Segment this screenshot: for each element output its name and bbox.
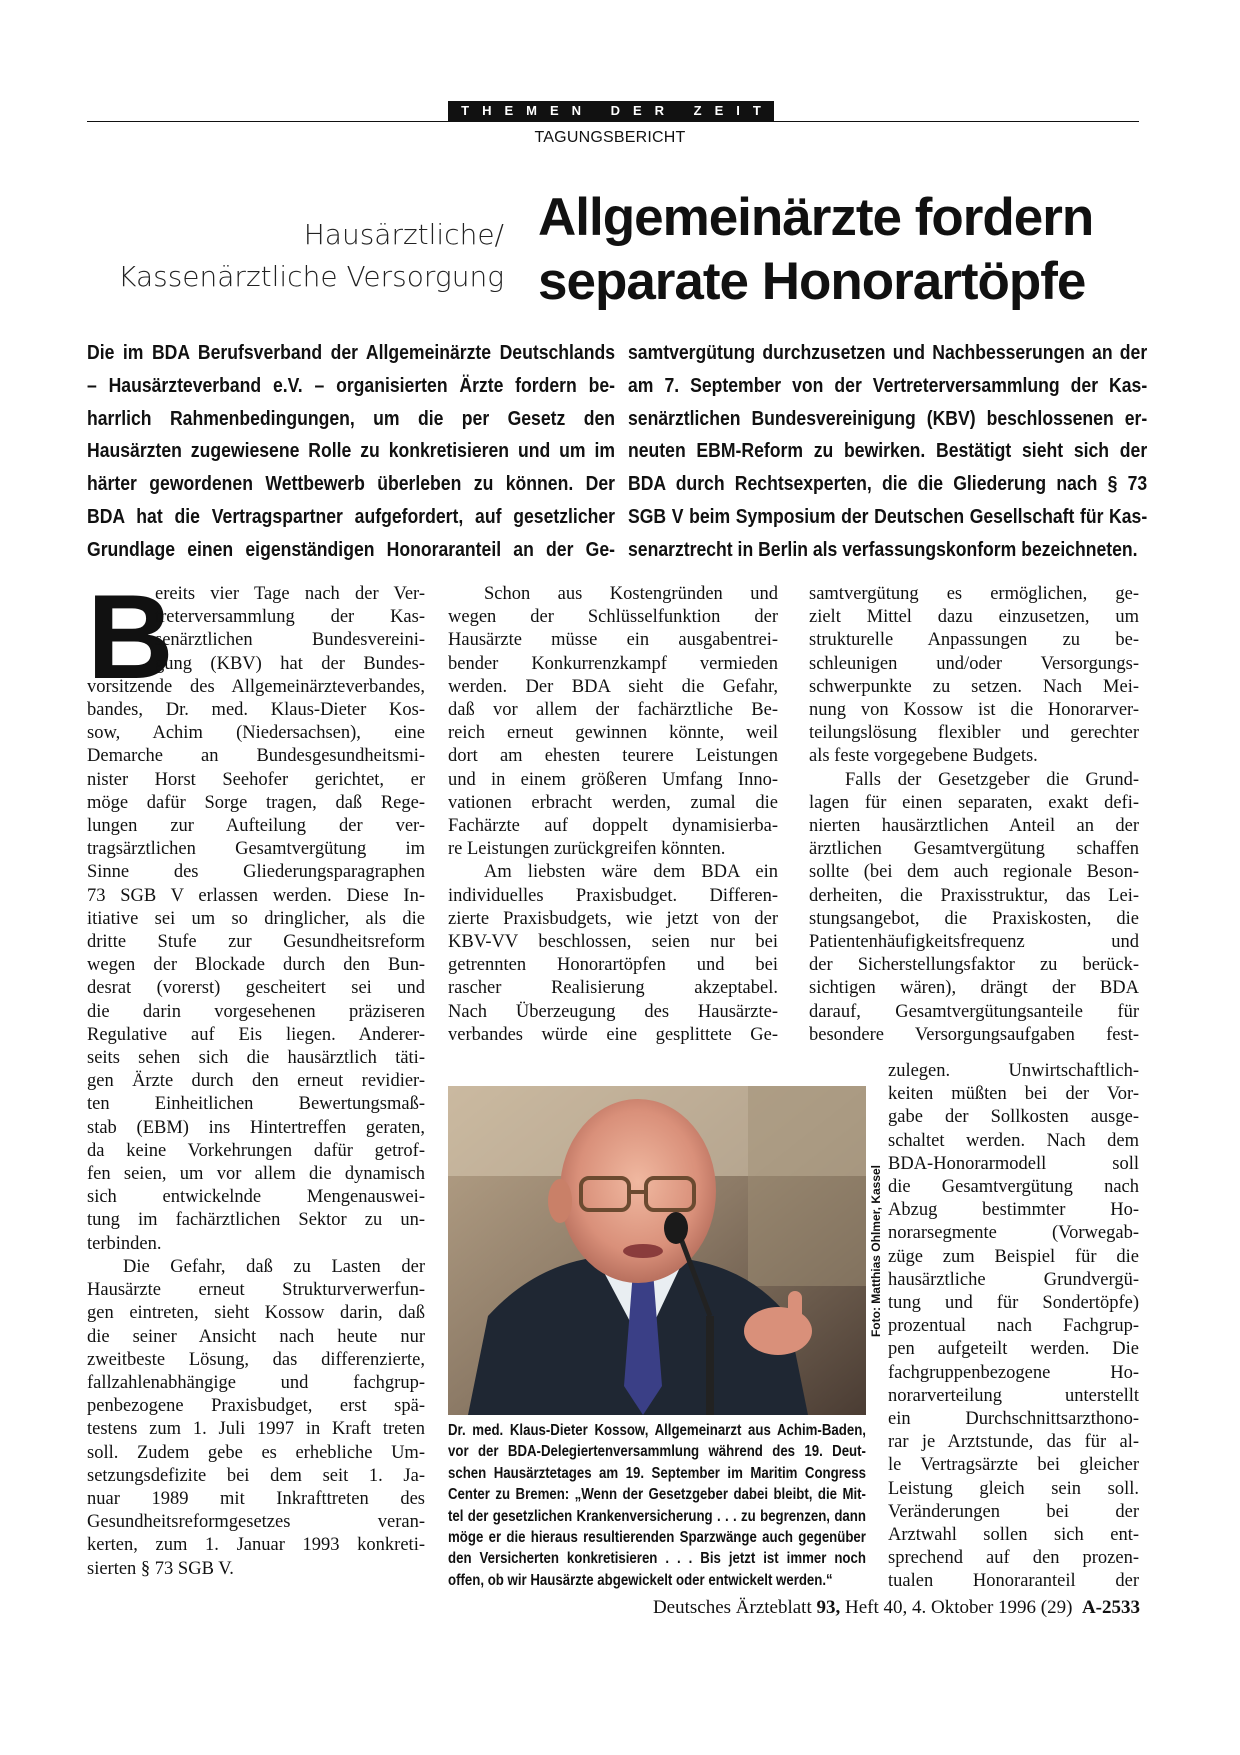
lead-paragraph-right	[628, 337, 1147, 567]
text-line: soll. Zudem gebe es erhebliche Um-	[87, 1442, 425, 1463]
text-line: Hausärzte erneut Strukturverwerfun-	[87, 1280, 425, 1301]
text-line: die darin vorgesehenen präziseren	[87, 1001, 425, 1022]
text-line: terbinden.	[87, 1233, 162, 1254]
text-line: norarsegmente (Vorwegab-	[888, 1223, 1139, 1244]
lead-line: senärztlichen Bundesvereinigung (KBV) beschlossenen er-	[628, 407, 1148, 430]
photo-credit-text: Foto: Matthias Ohlmer, Kassel	[869, 1164, 883, 1337]
text-line: sierten § 73 SGB V.	[87, 1558, 234, 1579]
text-line: re Leistungen zurückgreifen könnten.	[448, 839, 726, 860]
photo-kossow	[448, 1086, 866, 1415]
text-line: als feste vorgegebene Budgets.	[809, 746, 1038, 767]
text-line: Leistung gleich sein soll.	[888, 1478, 1139, 1499]
text-line: die Gesamtvergütung nach	[888, 1177, 1139, 1198]
section-rubric: THEMEN DER ZEIT	[448, 101, 774, 121]
text-line: lagen für einen separaten, exakt defi-	[809, 792, 1139, 813]
text-line: stungsangebot, die Praxiskosten, die	[809, 908, 1139, 929]
text-line: Gesundheitsreformgesetzes veran-	[87, 1512, 425, 1533]
header-rule	[87, 121, 1139, 122]
text-line: daß vor allem der fachärztliche Be-	[448, 700, 778, 721]
text-line: werden. Der BDA sieht die Gefahr,	[448, 676, 778, 697]
text-line: verbandes würde eine gesplittete Ge-	[448, 1024, 778, 1045]
text-line: Falls der Gesetzgeber die Grund-	[845, 769, 1139, 790]
text-line: BDA-Honorarmodell soll	[888, 1153, 1139, 1174]
journal-volume: 93,	[816, 1597, 841, 1618]
text-line: sprechend auf den prozen-	[888, 1548, 1139, 1569]
text-line: keiten müßten bei der Vor-	[888, 1084, 1139, 1105]
text-line: getrennten Honorartöpfen und bei	[448, 955, 778, 976]
text-line: nierten hausärztlichen Anteil an der	[809, 816, 1139, 837]
article-subtitle	[88, 214, 504, 298]
text-line: bandes, Dr. med. Klaus-Dieter Kos-	[87, 700, 425, 721]
text-line: Dr. med. Klaus-Dieter Kossow, Allgemeinarzt aus Achim-Baden,	[448, 1422, 866, 1439]
drop-cap-lines	[87, 583, 425, 676]
text-line: tung im fachärztlichen Sektor zu un-	[87, 1210, 425, 1231]
text-line: prozentual nach Fachgrup-	[888, 1316, 1139, 1337]
lead-line: Hausärzten zugewiesene Rolle zu konkretisieren und um im	[87, 440, 615, 463]
lead-line: – Hausärzteverband e.V. – organisierten Ärzte fordern be-	[87, 374, 615, 397]
text-line: tel der gesetzlichen Krankenversicherung . . . zu begrenzen, dann	[448, 1507, 866, 1525]
headline-line: separate Honorartöpfe	[538, 252, 1086, 311]
text-line: Center zu Bremen: „Wenn der Gesetzgeber dabei bleibt, die Mit-	[448, 1486, 866, 1504]
text-line: schaltet werden. Nach dem	[888, 1130, 1139, 1151]
body-column-3-narrow	[888, 1060, 1139, 1594]
text-line: nung von Kossow ist die Honorarver-	[809, 700, 1139, 721]
text-line: norarverteilung unterstellt	[888, 1385, 1139, 1406]
text-line: Am liebsten wäre dem BDA ein	[484, 862, 778, 883]
text-line: 73 SGB V erlassen werden. Diese In-	[87, 885, 425, 906]
text-line: gabe der Sollkosten ausge-	[888, 1107, 1139, 1128]
body-column-2	[448, 583, 778, 1047]
photo-caption	[448, 1420, 866, 1591]
text-line: individuelles Praxisbudget. Differen-	[448, 885, 778, 906]
text-line: zielt Mittel dazu einzusetzen, um	[809, 607, 1139, 628]
text-line: bender Konkurrenzkampf vermieden	[448, 653, 778, 674]
text-line: zulegen. Unwirtschaftlich-	[888, 1061, 1139, 1081]
text-line: penbezogene Praxisbudget, erst spä-	[87, 1396, 425, 1417]
page-footer	[600, 1597, 1140, 1619]
text-line: vor der BDA-Delegiertenversammlung während des 19. Deut-	[448, 1443, 866, 1461]
text-line: testens zum 1. Juli 1997 in Kraft treten	[87, 1419, 425, 1440]
subtitle-line: Kassenärztliche Versorgung	[118, 260, 504, 293]
text-line: Schon aus Kostengründen und	[484, 584, 778, 604]
text-line: züge zum Beispiel für die	[888, 1246, 1139, 1267]
text-line: möge er die hieraus resultierenden Sparzwänge auch gegenüber	[448, 1529, 866, 1547]
text-line: gen eintreten, sieht Kossow darin, daß	[87, 1303, 425, 1324]
text-line: Veränderungen bei der	[888, 1501, 1139, 1522]
text-line: schleunigen und/oder Versorgungs-	[809, 653, 1139, 674]
text-line: Abzug bestimmter Ho-	[888, 1200, 1139, 1221]
text-line: schwerpunkte zu setzen. Nach Mei-	[809, 676, 1139, 697]
text-line: darauf, Gesamtvergütungsanteile für	[809, 1001, 1139, 1022]
lead-line: härter gewordenen Wettbewerb überleben zu können. Der	[87, 473, 615, 496]
text-line: tragsärztlichen Gesamtvergütung im	[87, 839, 425, 860]
lead-line: SGB V beim Symposium der Deutschen Gesellschaft für Kas-	[628, 505, 1148, 528]
lead-line: BDA durch Rechtsexperten, die die Gliederung nach § 73	[628, 473, 1148, 496]
text-line: den Versicherten konkretisieren . . . Bis jetzt ist immer noch	[448, 1550, 866, 1568]
subtitle-line: Hausärztliche/	[303, 218, 504, 251]
text-line: sow, Achim (Niedersachsen), eine	[87, 723, 425, 744]
text-line: der Sicherstellungsfaktor zu berück-	[809, 955, 1139, 976]
text-line: nister Horst Seehofer gerichtet, er	[87, 769, 425, 790]
text-line: gen Ärzte durch den erneut revidier-	[87, 1071, 425, 1092]
text-line: Sinne des Gliederungsparagraphen	[87, 862, 425, 883]
text-line: hausärztliche Grundvergü-	[888, 1269, 1139, 1290]
text-line: sich entwickelnde Mengenauswei-	[87, 1187, 425, 1208]
lead-line: samtvergütung durchzusetzen und Nachbesserungen an der	[628, 342, 1148, 364]
column-1-text	[87, 676, 425, 1581]
text-line: setzungsdefizite bei dem seit 1. Ja-	[87, 1465, 425, 1486]
text-line: sichtigen wären), drängt der BDA	[809, 978, 1139, 999]
journal-name: Deutsches Ärzteblatt	[652, 1597, 812, 1618]
text-line: dort am ehesten teurere Leistungen	[448, 746, 778, 767]
text-line: nuar 1989 mit Inkrafttreten des	[87, 1488, 425, 1509]
text-line: fallzahlenabhängige und fachgrup-	[87, 1372, 425, 1393]
text-line: fachgruppenbezogene Ho-	[888, 1362, 1139, 1383]
text-line: sollte (bei dem auch regionale Beson-	[809, 862, 1139, 883]
text-line: da keine Vorkehrungen dafür getrof-	[87, 1140, 425, 1161]
photo-credit	[869, 1086, 883, 1415]
lead-line: neuten EBM-Reform zu bewirken. Bestätigt sieht sich der	[628, 440, 1148, 463]
text-line: Demarche an Bundesgesundheitsmi-	[87, 746, 425, 767]
text-line: ärztlichen Gesamtvergütung schaffen	[809, 839, 1139, 860]
page-number: A-2533	[1081, 1597, 1140, 1618]
speaker-photo-illustration	[448, 1086, 866, 1415]
text-line: die seiner Ansicht nach heute nur	[87, 1326, 425, 1347]
text-line: dritte Stufe zur Gesundheitsreform	[87, 932, 425, 953]
text-line: ereits vier Tage nach der Ver-	[155, 584, 425, 604]
text-line: KBV-VV beschlossen, seien nur bei	[448, 932, 778, 953]
article-headline	[538, 186, 1158, 314]
text-line: ten Einheitlichen Bewertungsmaß-	[87, 1094, 425, 1115]
text-line: Hausärzte müsse ein ausgabentrei-	[448, 630, 778, 651]
section-kicker: TAGUNGSBERICHT	[534, 129, 686, 146]
text-line: vationen erbracht werden, zumal die	[448, 792, 778, 813]
text-line: wegen der Blockade durch den Bun-	[87, 955, 425, 976]
text-line: samtvergütung es ermöglichen, ge-	[809, 584, 1139, 604]
lead-line: BDA hat die Vertragspartner aufgefordert, auf gesetzlicher	[87, 505, 615, 528]
text-line: besondere Versorgungsaufgaben fest-	[809, 1024, 1139, 1045]
text-line: Fachärzte auf doppelt dynamisierba-	[448, 816, 778, 837]
text-line: Regulative auf Eis liegen. Anderer-	[87, 1024, 425, 1045]
text-line: stab (EBM) ins Hintertreffen geraten,	[87, 1117, 425, 1138]
lead-line: Die im BDA Berufsverband der Allgemeinärzte Deutschlands	[87, 342, 615, 364]
text-line: senärztlichen Bundesvereini-	[155, 630, 425, 651]
text-line: kerten, zum 1. Januar 1993 konkreti-	[87, 1535, 425, 1556]
text-line: möge dafür Sorge tragen, daß Rege-	[87, 792, 425, 813]
text-line: Die Gefahr, daß zu Lasten der	[123, 1256, 425, 1277]
lead-line: harrlich Rahmenbedingungen, um die per Gesetz den	[87, 407, 615, 430]
lead-paragraph-left	[87, 337, 615, 567]
text-line: le Vertragsärzte bei gleicher	[888, 1455, 1139, 1476]
text-line: zierte Praxisbudgets, wie jetzt von der	[448, 908, 778, 929]
text-line: seits sehen sich die hausärztlich täti-	[87, 1048, 425, 1069]
body-column-1	[87, 570, 425, 1581]
text-line: ein Durchschnittsarzthono-	[888, 1409, 1139, 1430]
text-line: offen, ob wir Hausärzte abgewickelt oder entwickelt werden.“	[448, 1571, 833, 1589]
text-line: gung (KBV) hat der Bundes-	[155, 653, 425, 674]
text-line: und in einem größeren Umfang Inno-	[448, 769, 778, 790]
body-column-3	[809, 583, 1139, 1047]
issue-info: Heft 40, 4. Oktober 1996 (29)	[845, 1597, 1073, 1618]
text-line: lungen zur Aufteilung der ver-	[87, 816, 425, 837]
lead-line: Grundlage einen eigenständigen Honoraranteil an der Ge-	[87, 538, 615, 561]
text-line: derheiten, die Praxisstruktur, das Lei-	[809, 885, 1139, 906]
text-line: tualen Honoraranteil der	[888, 1571, 1139, 1592]
text-line: rascher Realisierung akzeptabel.	[448, 978, 778, 999]
text-line: reich erneut gewinnen könnte, weil	[448, 723, 778, 744]
lead-line: senarztrecht in Berlin als verfassungskonform bezeichneten.	[628, 538, 1138, 561]
text-line: schen Hausärztetages am 19. September im Maritim Congress	[448, 1464, 866, 1482]
text-line: treterversammlung der Kas-	[155, 607, 425, 628]
text-line: Arztwahl sollen sich ent-	[888, 1525, 1139, 1546]
text-line: rar je Arztstunde, das für al-	[888, 1432, 1139, 1453]
text-line: wegen der Schlüsselfunktion der	[448, 607, 778, 628]
text-line: Nach Überzeugung des Hausärzte-	[448, 1001, 778, 1022]
text-line: tung und für Sondertöpfe)	[888, 1293, 1139, 1314]
text-line: itiative sei um so dringlicher, als die	[87, 908, 425, 929]
text-line: strukturelle Anpassungen zu be-	[809, 630, 1139, 651]
text-line: pen aufgeteilt werden. Die	[888, 1339, 1139, 1360]
text-line: zweitbeste Lösung, das differenzierte,	[87, 1349, 425, 1370]
text-line: Patientenhäufigkeitsfrequenz und	[809, 932, 1139, 953]
lead-line: am 7. September von der Vertreterversammlung der Kas-	[628, 374, 1148, 397]
headline-line: Allgemeinärzte fordern	[538, 188, 1094, 247]
text-line: teilungslösung flexibler und gerechter	[809, 723, 1139, 744]
text-line: fen seien, um vor allem die dynamisch	[87, 1164, 425, 1185]
text-line: vorsitzende des Allgemeinärzteverbandes,	[87, 676, 425, 697]
drop-cap-letter: B	[87, 570, 174, 704]
text-line: desrat (vorerst) gescheitert sei und	[87, 978, 425, 999]
